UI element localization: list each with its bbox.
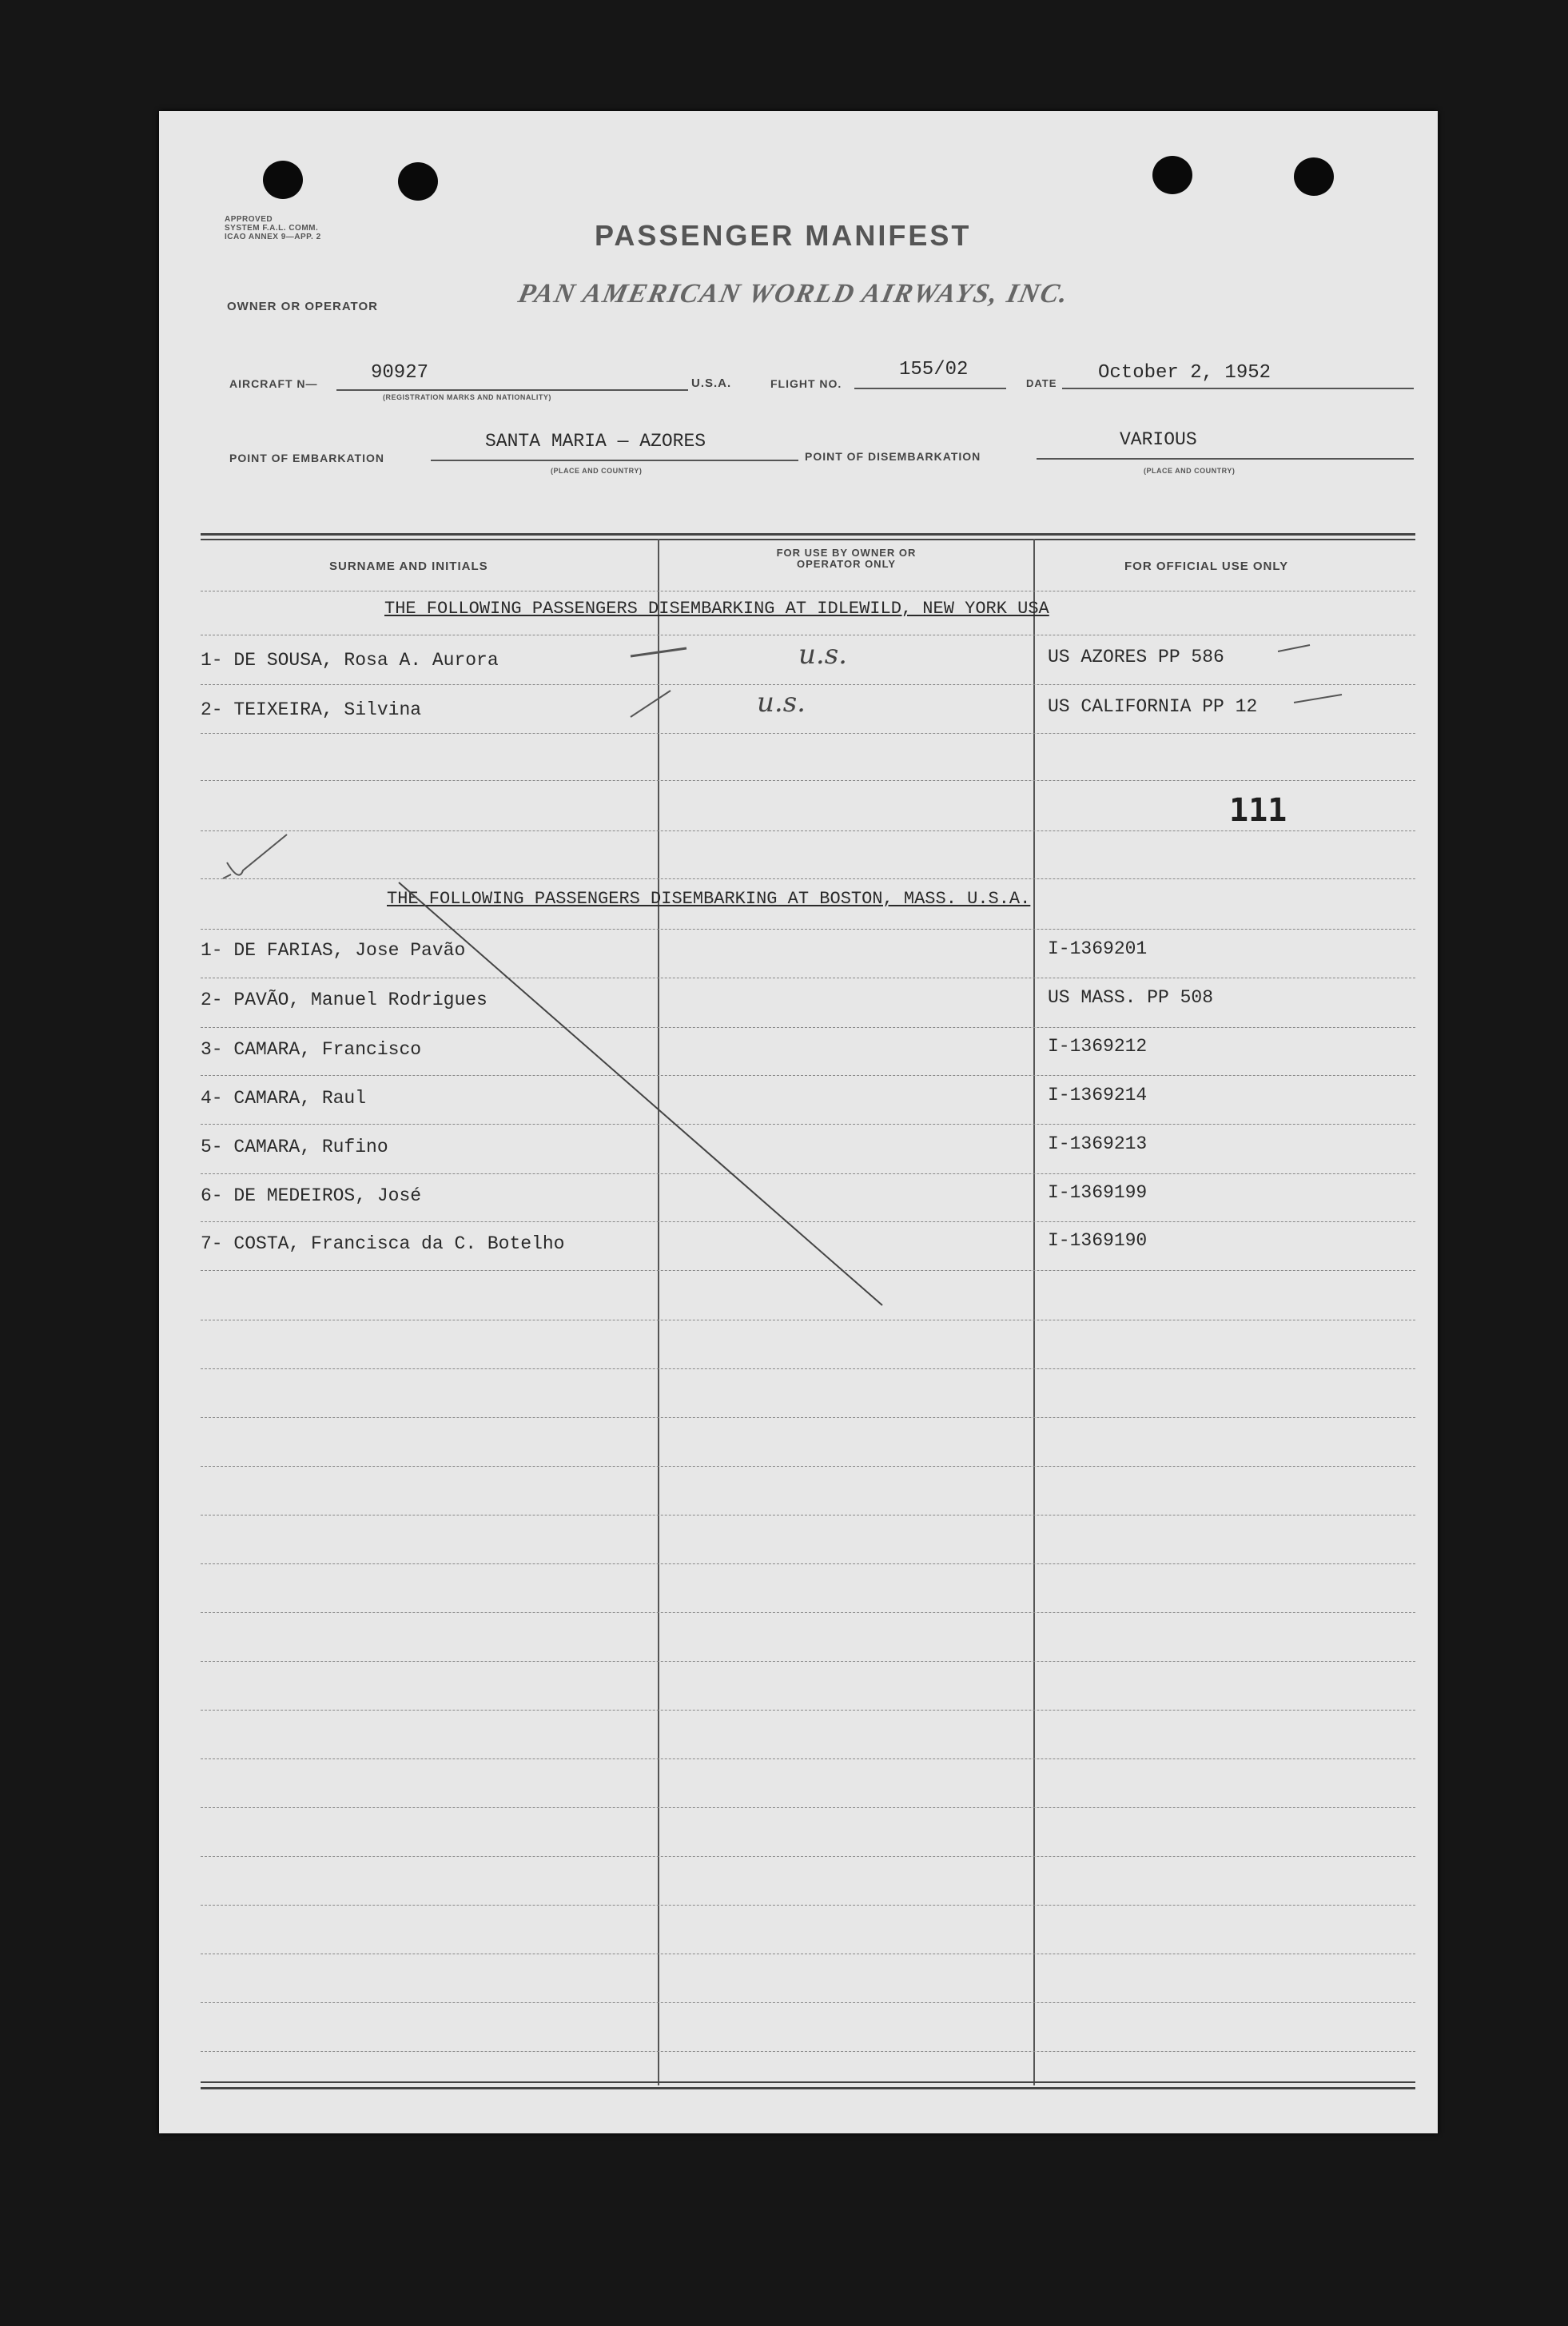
approval-line: APPROVED	[225, 215, 273, 224]
approval-line: ICAO ANNEX 9—APP. 2	[225, 233, 321, 241]
official-entry: I-1369199	[1048, 1182, 1148, 1203]
column-header-surname: SURNAME AND INITIALS	[329, 560, 488, 573]
aircraft-label: AIRCRAFT N—	[229, 377, 318, 390]
official-entry: I-1369213	[1048, 1133, 1148, 1154]
flight-date: October 2, 1952	[1098, 362, 1272, 384]
passenger-name: 5- CAMARA, Rufino	[201, 1137, 388, 1157]
passenger-name: 6- DE MEDEIROS, José	[201, 1185, 422, 1206]
passenger-name: 2- PAVÃO, Manuel Rodrigues	[201, 990, 488, 1010]
section-heading: THE FOLLOWING PASSENGERS DISEMBARKING AT BOSTON, MASS. U.S.A.	[387, 889, 1031, 909]
manifest-sheet	[159, 111, 1438, 2133]
official-entry: I-1369214	[1048, 1085, 1148, 1105]
column-header-owner: FOR USE BY OWNER OR OPERATOR ONLY	[776, 547, 917, 570]
manifest-title: PASSENGER MANIFEST	[595, 219, 972, 252]
passenger-name: 2- TEIXEIRA, Silvina	[201, 699, 422, 720]
passenger-name: 1- DE FARIAS, Jose Pavão	[201, 940, 466, 961]
official-entry: US MASS. PP 508	[1048, 987, 1214, 1008]
stamp-number: 111	[1229, 792, 1287, 829]
disembarkation-label: POINT OF DISEMBARKATION	[805, 450, 981, 463]
flight-number: 155/02	[899, 359, 969, 380]
owner-mark: u.s.	[757, 687, 806, 719]
passenger-name: 4- CAMARA, Raul	[201, 1088, 367, 1109]
column-header-official: FOR OFFICIAL USE ONLY	[1124, 560, 1289, 573]
owner-mark: u.s.	[798, 639, 847, 671]
official-entry: I-1369190	[1048, 1230, 1148, 1251]
owner-label: OWNER OR OPERATOR	[227, 300, 378, 313]
aircraft-number: 90927	[371, 362, 429, 384]
official-entry: I-1369201	[1048, 938, 1148, 959]
flight-label: FLIGHT NO.	[770, 377, 842, 390]
official-entry: I-1369212	[1048, 1036, 1148, 1057]
embarkation-label: POINT OF EMBARKATION	[229, 452, 384, 464]
place-caption: (PLACE AND COUNTRY)	[551, 467, 643, 475]
passenger-name: 3- CAMARA, Francisco	[201, 1039, 422, 1060]
passenger-name: 7- COSTA, Francisca da C. Botelho	[201, 1233, 565, 1254]
date-label: DATE	[1026, 377, 1057, 389]
usa-label: U.S.A.	[691, 376, 732, 390]
embarkation-value: SANTA MARIA — AZORES	[485, 431, 706, 452]
place-caption: (PLACE AND COUNTRY)	[1144, 467, 1236, 475]
approval-line: SYSTEM F.A.L. COMM.	[225, 224, 319, 233]
pen-marks	[159, 111, 1438, 2133]
disembarkation-value: VARIOUS	[1120, 429, 1197, 450]
official-entry: US AZORES PP 586	[1048, 647, 1224, 667]
passenger-name: 1- DE SOUSA, Rosa A. Aurora	[201, 650, 499, 671]
section-heading: THE FOLLOWING PASSENGERS DISEMBARKING AT IDLEWILD, NEW YORK USA	[384, 599, 1049, 619]
official-entry: US CALIFORNIA PP 12	[1048, 696, 1258, 717]
registration-caption: (REGISTRATION MARKS AND NATIONALITY)	[383, 393, 551, 401]
airline-name: PAN AMERICAN WORLD AIRWAYS, INC.	[515, 279, 1073, 309]
